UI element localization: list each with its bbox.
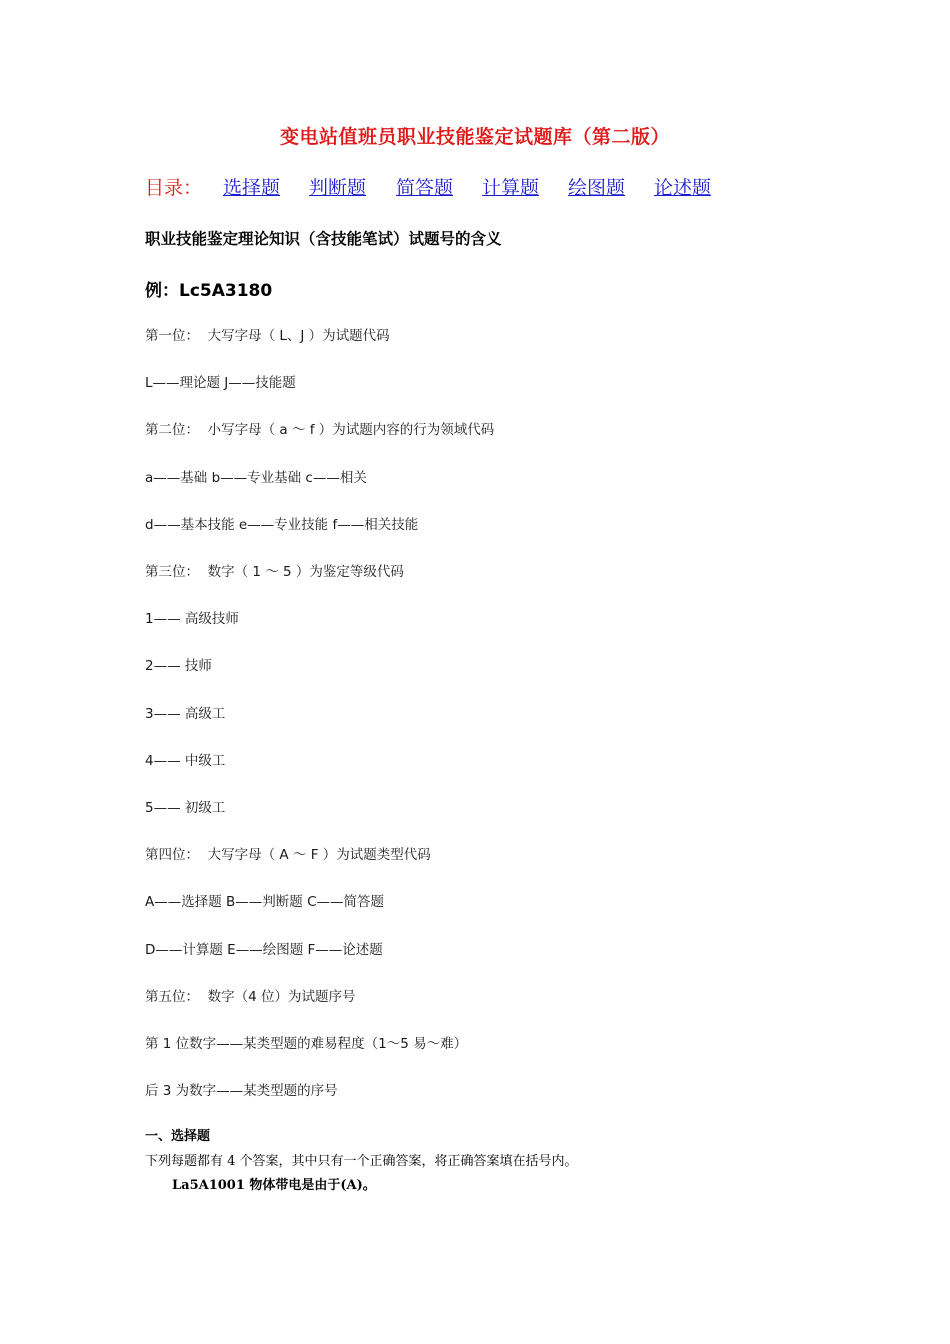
code-line: 第三位： 数字（ 1 ～ 5 ）为鉴定等级代码 [145,564,404,580]
code-line: D——计算题 E——绘图题 F——论述题 [145,942,383,958]
section-intro: 下列每题都有 4 个答案，其中只有一个正确答案，将正确答案填在括号内。 [145,1154,578,1169]
code-line: d——基本技能 e——专业技能 f——相关技能 [145,517,419,533]
code-line: 第二位： 小写字母（ a ～ f ）为试题内容的行为领域代码 [145,422,495,438]
code-line: 1—— 高级技师 [145,611,239,627]
code-line: A——选择题 B——判断题 C——简答题 [145,894,385,910]
toc-link-drawing[interactable]: 绘图题 [568,177,626,199]
toc-link-calculation[interactable]: 计算题 [482,177,540,199]
code-line: 第五位： 数字（4 位）为试题序号 [145,989,356,1005]
code-line: 第四位： 大写字母（ A ～ F ）为试题类型代码 [145,847,431,863]
code-line: L——理论题 J——技能题 [145,375,296,391]
code-line: 第 1 位数字——某类型题的难易程度（1～5 易～难） [145,1036,468,1052]
code-line: 3—— 高级工 [145,706,226,722]
toc-link-short-answer[interactable]: 简答题 [396,177,454,199]
document-title: 变电站值班员职业技能鉴定试题库（第二版） [279,126,670,148]
code-line: 5—— 初级工 [145,800,226,816]
toc-link-judgment[interactable]: 判断题 [309,177,367,199]
code-line: 2—— 技师 [145,658,212,674]
code-meaning-heading: 职业技能鉴定理论知识（含技能笔试）试题号的含义 [145,230,502,248]
code-example: 例：Lc5A3180 [145,281,273,301]
code-line: 第一位： 大写字母（ L、J ）为试题代码 [145,328,390,344]
code-line: 后 3 为数字——某类型题的序号 [145,1083,338,1099]
code-line: 4—— 中级工 [145,753,226,769]
section-heading: 一、选择题 [145,1129,211,1144]
toc-link-choice[interactable]: 选择题 [223,177,281,199]
toc-label: 目录： [145,177,203,199]
question-item: La5A1001 物体带电是由于(A)。 [172,1178,376,1193]
code-line: a——基础 b——专业基础 c——相关 [145,470,367,486]
toc-link-essay[interactable]: 论述题 [654,177,712,199]
